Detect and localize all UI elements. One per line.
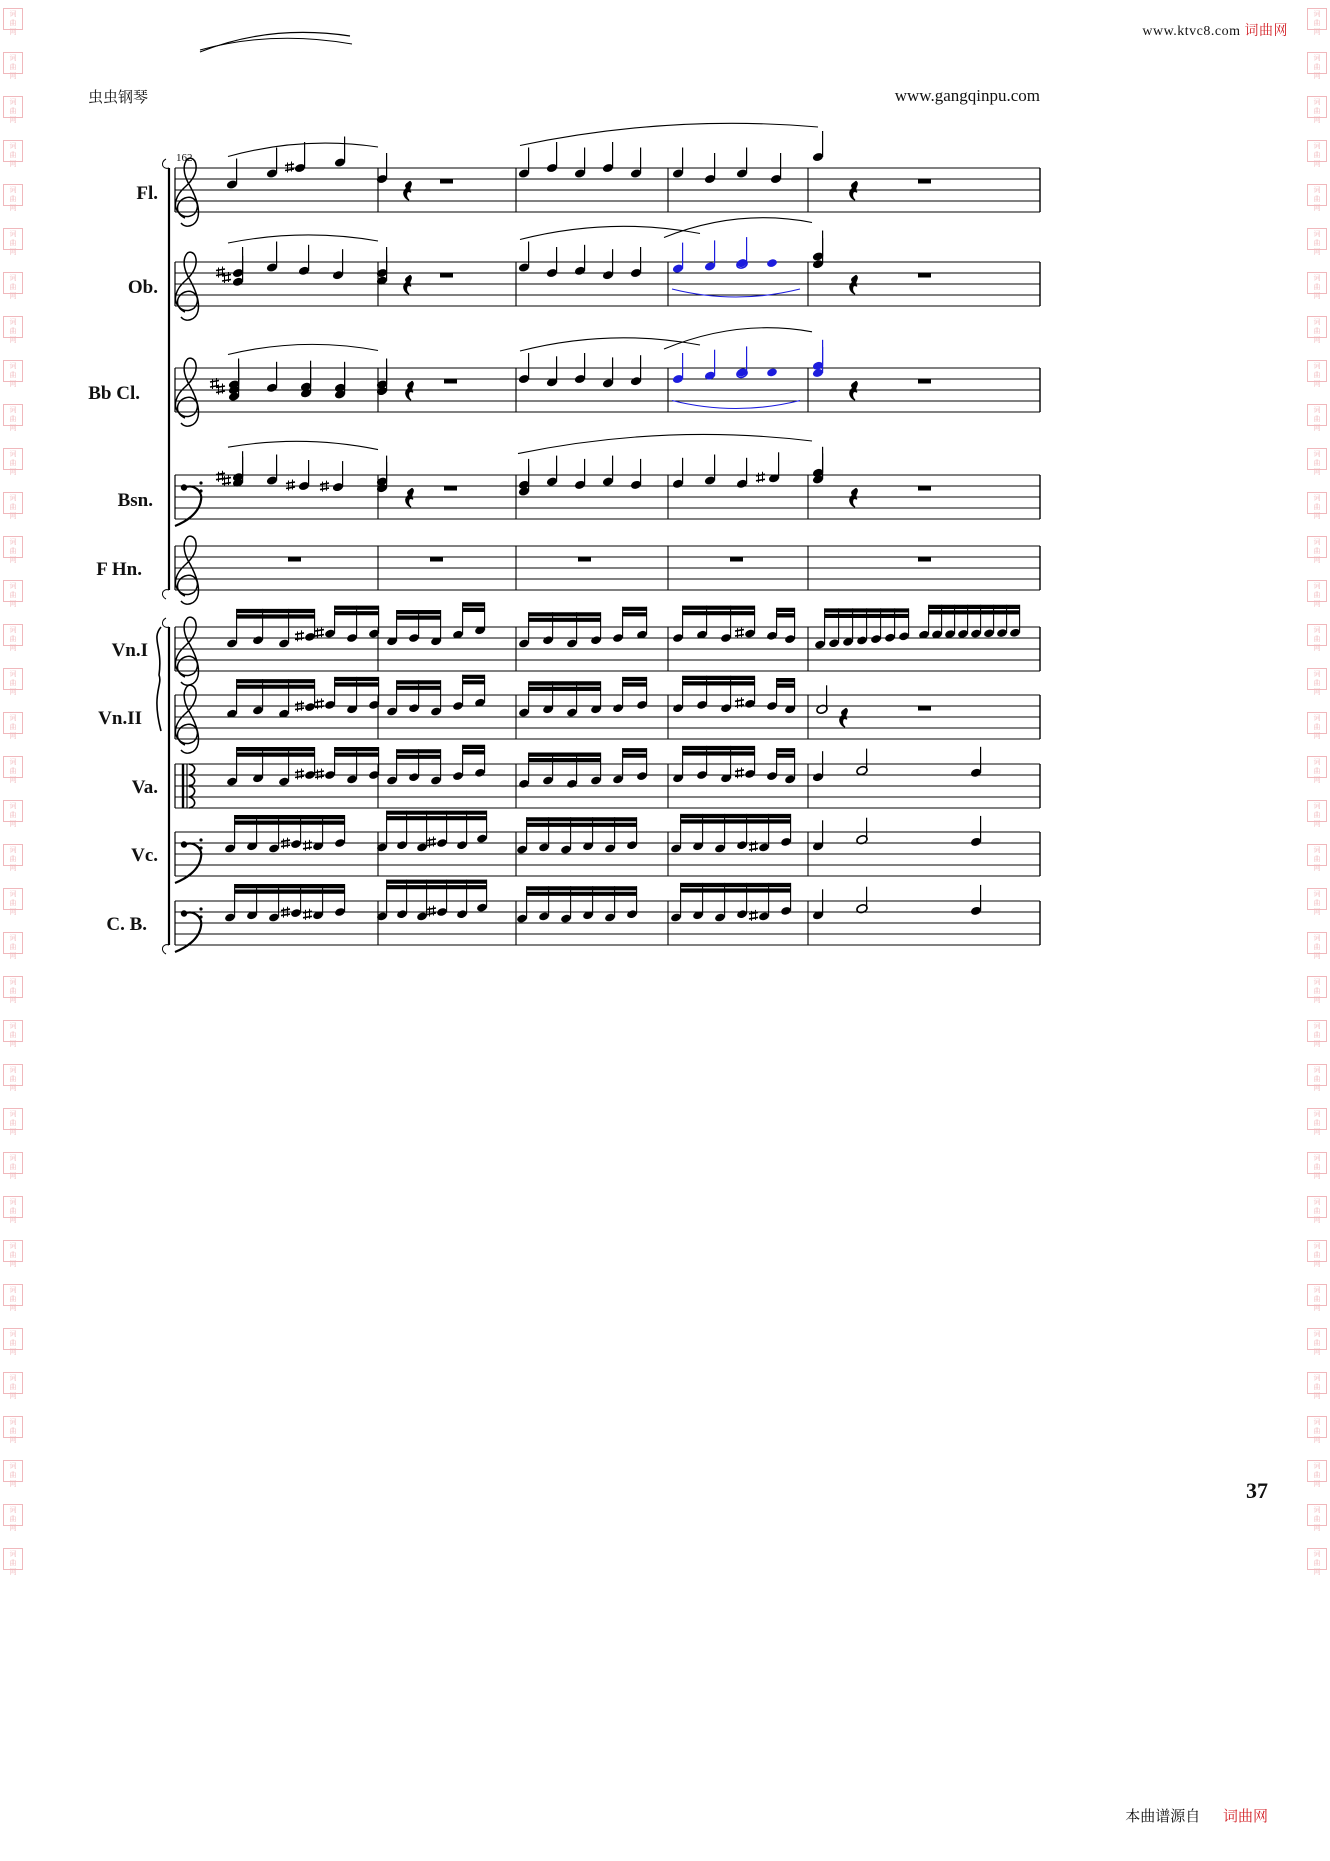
watermark-box: 词 曲 网: [3, 316, 23, 338]
beam: [529, 753, 601, 757]
sharp-sign: [303, 842, 312, 844]
instrument-label-f-hn: F Hn.: [96, 559, 142, 580]
sharp-sign: [216, 269, 225, 271]
bracket-tip: [162, 945, 169, 954]
beam: [463, 608, 485, 612]
beam: [529, 612, 601, 616]
whole-rest: [918, 379, 931, 384]
bass-clef-dot: [199, 481, 202, 484]
beam: [235, 821, 345, 825]
beam: [623, 612, 647, 616]
beam: [387, 880, 487, 884]
bracket-tip: [162, 590, 169, 599]
site-name-red: 词曲网: [1244, 24, 1288, 39]
sharp-sign: [222, 483, 231, 485]
watermark-box: 词 曲 网: [1307, 1328, 1327, 1350]
watermark-box: 词 曲 网: [3, 624, 23, 646]
slur: [520, 123, 818, 145]
watermark-box: 词 曲 网: [1307, 712, 1327, 734]
sharp-sign: [427, 908, 436, 910]
watermark-box: 词 曲 网: [1307, 140, 1327, 162]
watermark-box: 词 曲 网: [1307, 316, 1327, 338]
sharp-sign: [315, 630, 324, 632]
sharp-sign: [320, 488, 329, 490]
sharp-sign: [735, 700, 744, 702]
beam: [235, 815, 345, 819]
watermark-box: 词 曲 网: [3, 756, 23, 778]
watermark-box: 词 曲 网: [1307, 1240, 1327, 1262]
beam: [237, 614, 315, 618]
watermark-box: 词 曲 网: [1307, 932, 1327, 954]
watermark-box: 词 曲 网: [3, 1372, 23, 1394]
sharp-sign: [320, 483, 329, 485]
watermark-box: 词 曲 网: [3, 536, 23, 558]
bass-clef-dot: [199, 907, 202, 910]
beam: [825, 614, 909, 618]
quarter-rest: [850, 275, 857, 294]
quarter-rest: [404, 181, 411, 200]
slur: [664, 328, 812, 349]
watermark-box: 词 曲 网: [3, 184, 23, 206]
sharp-sign: [295, 703, 304, 705]
instrument-label-va: Va.: [131, 777, 158, 798]
watermark-box: 词 曲 网: [3, 360, 23, 382]
beam: [777, 608, 795, 612]
slur: [228, 344, 378, 354]
beam: [623, 754, 647, 758]
beam: [387, 811, 487, 815]
sharp-sign: [749, 843, 758, 845]
watermark-box: 词 曲 网: [1307, 1284, 1327, 1306]
bass-clef: [175, 486, 201, 526]
beam: [683, 751, 755, 755]
watermark-box: 词 曲 网: [3, 1240, 23, 1262]
whole-rest: [440, 273, 453, 278]
instrument-label-bsn: Bsn.: [117, 490, 153, 511]
beam: [681, 814, 791, 818]
beam: [529, 758, 601, 762]
watermark-box: 词 曲 网: [3, 844, 23, 866]
bass-clef-dot: [199, 838, 202, 841]
watermark-box: 词 曲 网: [1307, 1416, 1327, 1438]
watermark-box: 词 曲 网: [1307, 272, 1327, 294]
bass-clef-dot: [199, 489, 202, 492]
beam: [237, 609, 315, 613]
instrument-label-c-b: C. B.: [106, 914, 147, 935]
whole-rest: [918, 557, 931, 562]
watermark-box: 词 曲 网: [1307, 52, 1327, 74]
notehead-blue: [766, 258, 778, 268]
sharp-sign: [295, 708, 304, 710]
beam: [463, 680, 485, 684]
sharp-sign: [216, 473, 225, 475]
beam: [929, 610, 1020, 614]
watermark-box: 词 曲 网: [1307, 624, 1327, 646]
slur: [518, 434, 812, 453]
watermark-box: 词 曲 网: [3, 976, 23, 998]
watermark-box: 词 曲 网: [1307, 668, 1327, 690]
watermark-box: 词 曲 网: [3, 228, 23, 250]
sharp-sign: [281, 914, 290, 916]
sharp-sign: [285, 164, 294, 166]
slur: [672, 289, 800, 297]
beam: [237, 679, 315, 683]
sharp-sign: [281, 845, 290, 847]
site-url-text: www.ktvc8.com: [1142, 24, 1241, 39]
beam: [335, 611, 379, 615]
bracket-tip: [162, 618, 169, 627]
sharp-sign: [756, 474, 765, 476]
sharp-sign: [295, 633, 304, 635]
beam: [683, 746, 755, 750]
beam: [681, 819, 791, 823]
whole-rest: [578, 557, 591, 562]
sharp-sign: [216, 391, 225, 393]
footer-source-site: 词曲网: [1222, 1807, 1268, 1825]
beam: [777, 684, 795, 688]
slur: [664, 218, 812, 238]
instrument-label-vn-ii: Vn.II: [98, 708, 142, 729]
bass-clef: [175, 912, 201, 952]
beam: [397, 610, 441, 614]
whole-rest: [288, 557, 301, 562]
whole-rest: [918, 486, 931, 491]
bass-clef-dot: [181, 484, 187, 490]
beam: [527, 892, 637, 896]
beam: [397, 680, 441, 684]
beam: [235, 890, 345, 894]
watermark-box: 词 曲 网: [3, 1416, 23, 1438]
beam: [683, 606, 755, 610]
watermark-box: 词 曲 网: [1307, 1152, 1327, 1174]
beam: [397, 616, 441, 620]
whole-rest: [918, 273, 931, 278]
watermark-box: 词 曲 网: [3, 96, 23, 118]
sharp-sign: [286, 487, 295, 489]
watermark-box: 词 曲 网: [1307, 888, 1327, 910]
instrument-label-bb-cl: Bb Cl.: [88, 383, 140, 404]
quarter-rest: [850, 488, 857, 507]
whole-rest: [430, 557, 443, 562]
watermark-box: 词 曲 网: [1307, 360, 1327, 382]
watermark-box: 词 曲 网: [3, 404, 23, 426]
bass-clef: [175, 843, 201, 883]
beam: [387, 885, 487, 889]
sharp-sign: [286, 482, 295, 484]
sharp-sign: [315, 776, 324, 778]
sharp-sign: [210, 381, 219, 383]
slur: [228, 441, 378, 449]
beam: [463, 675, 485, 679]
quarter-rest: [406, 381, 413, 400]
watermark-box: 词 曲 网: [1307, 96, 1327, 118]
stray-slur: [200, 32, 350, 52]
beam: [623, 607, 647, 611]
watermark-box: 词 曲 网: [1307, 1372, 1327, 1394]
watermark-box: 词 曲 网: [1307, 1460, 1327, 1482]
watermark-box: 词 曲 网: [3, 668, 23, 690]
sharp-sign: [427, 844, 436, 846]
sharp-sign: [427, 839, 436, 841]
watermark-box: 词 曲 网: [1307, 1504, 1327, 1526]
instrument-label-vn-i: Vn.I: [111, 640, 148, 661]
brand-right-url: www.gangqinpu.com: [894, 86, 1040, 105]
beam: [825, 608, 909, 612]
beam: [529, 687, 601, 691]
whole-rest: [918, 706, 931, 711]
beam: [777, 748, 795, 752]
sharp-sign: [315, 701, 324, 703]
beam: [929, 605, 1020, 609]
sharp-sign: [735, 635, 744, 637]
beam: [623, 677, 647, 681]
watermark-box: 词 曲 网: [3, 932, 23, 954]
instrument-label-vc: Vc.: [131, 845, 158, 866]
sharp-sign: [281, 840, 290, 842]
watermark-box: 词 曲 网: [1307, 8, 1327, 30]
watermark-box: 词 曲 网: [3, 1460, 23, 1482]
watermark-box: 词 曲 网: [1307, 228, 1327, 250]
watermark-box: 词 曲 网: [3, 492, 23, 514]
watermark-box: 词 曲 网: [1307, 976, 1327, 998]
watermark-box: 词 曲 网: [1307, 844, 1327, 866]
watermark-box: 词 曲 网: [3, 448, 23, 470]
watermark-box: 词 曲 网: [3, 1064, 23, 1086]
watermark-box: 词 曲 网: [3, 272, 23, 294]
beam: [463, 602, 485, 606]
beam: [681, 883, 791, 887]
watermark-box: 词 曲 网: [3, 1020, 23, 1042]
watermark-box: 词 曲 网: [3, 52, 23, 74]
beam: [683, 681, 755, 685]
watermark-box: 词 曲 网: [1307, 536, 1327, 558]
beam: [527, 886, 637, 890]
slur: [520, 226, 700, 239]
bass-clef-dot: [181, 910, 187, 916]
sharp-sign: [756, 479, 765, 481]
beam: [777, 613, 795, 617]
slur: [520, 338, 700, 351]
footer-source: [1125, 1805, 1268, 1826]
slur: [228, 143, 378, 156]
quarter-rest: [404, 275, 411, 294]
beam: [777, 754, 795, 758]
notehead-blue: [766, 367, 778, 377]
watermark-box: 词 曲 网: [1307, 1064, 1327, 1086]
sharp-sign: [281, 909, 290, 911]
watermark-box: 词 曲 网: [1307, 448, 1327, 470]
slur: [228, 235, 378, 243]
beam: [397, 755, 441, 759]
sharp-sign: [427, 913, 436, 915]
watermark-box: 词 曲 网: [1307, 800, 1327, 822]
beam: [335, 606, 379, 610]
sharp-sign: [303, 847, 312, 849]
beam: [527, 823, 637, 827]
beam: [397, 749, 441, 753]
watermark-box: 词 曲 网: [1307, 1108, 1327, 1130]
watermark-box: 词 曲 网: [3, 1328, 23, 1350]
watermark-box: 词 曲 网: [3, 712, 23, 734]
watermark-box: 词 曲 网: [1307, 184, 1327, 206]
watermark-box: 词 曲 网: [1307, 404, 1327, 426]
sharp-sign: [285, 169, 294, 171]
watermark-box: 词 曲 网: [3, 1284, 23, 1306]
sharp-sign: [303, 916, 312, 918]
sharp-sign: [749, 848, 758, 850]
watermark-box: 词 曲 网: [3, 1108, 23, 1130]
beam: [335, 753, 379, 757]
whole-rest: [444, 379, 457, 384]
alto-clef-dot: [189, 785, 192, 788]
watermark-box: 词 曲 网: [3, 8, 23, 30]
sharp-sign: [295, 771, 304, 773]
whole-rest: [440, 179, 453, 184]
bass-clef-dot: [199, 846, 202, 849]
watermark-box: 词 曲 网: [3, 1152, 23, 1174]
beam: [683, 611, 755, 615]
sharp-sign: [749, 917, 758, 919]
watermark-box: 词 曲 网: [1307, 1196, 1327, 1218]
watermark-box: 词 曲 网: [3, 888, 23, 910]
beam: [683, 676, 755, 680]
quarter-rest: [840, 708, 847, 727]
watermark-box: 词 曲 网: [3, 140, 23, 162]
beam: [237, 685, 315, 689]
quarter-rest: [850, 381, 857, 400]
sharp-sign: [222, 280, 231, 282]
beam: [529, 618, 601, 622]
beam: [335, 682, 379, 686]
stray-slur: [200, 38, 352, 50]
beam: [777, 678, 795, 682]
beam: [335, 747, 379, 751]
whole-rest: [730, 557, 743, 562]
watermark-box: 词 曲 网: [3, 800, 23, 822]
beam: [335, 677, 379, 681]
sharp-sign: [749, 912, 758, 914]
beam: [237, 753, 315, 757]
beam: [235, 884, 345, 888]
watermark-box: 词 曲 网: [1307, 492, 1327, 514]
sharp-sign: [735, 770, 744, 772]
quarter-rest: [850, 181, 857, 200]
slur: [672, 401, 800, 409]
beam: [237, 747, 315, 751]
quarter-rest: [406, 488, 413, 507]
watermark-box: 词 曲 网: [3, 1548, 23, 1570]
beam: [397, 686, 441, 690]
beam: [527, 817, 637, 821]
watermark-box: 词 曲 网: [3, 1196, 23, 1218]
sharp-sign: [295, 776, 304, 778]
sharp-sign: [315, 635, 324, 637]
measure-number: 162: [176, 152, 193, 164]
instrument-label-fl: Fl.: [136, 183, 158, 204]
beam: [387, 816, 487, 820]
whole-rest: [918, 179, 931, 184]
beam: [681, 888, 791, 892]
watermark-box: 词 曲 网: [1307, 1020, 1327, 1042]
beam: [463, 745, 485, 749]
page-number: 37: [1246, 1478, 1268, 1503]
sharp-sign: [303, 911, 312, 913]
beam: [529, 681, 601, 685]
watermark-box: 词 曲 网: [3, 580, 23, 602]
sharp-sign: [735, 630, 744, 632]
watermark-box: 词 曲 网: [3, 1504, 23, 1526]
beam: [623, 682, 647, 686]
beam: [623, 748, 647, 752]
footer-source-label: 本曲谱源自: [1125, 1807, 1201, 1825]
bass-clef-dot: [181, 841, 187, 847]
watermark-box: 词 曲 网: [1307, 580, 1327, 602]
beam: [463, 750, 485, 754]
instrument-label-ob: Ob.: [127, 277, 158, 298]
sharp-sign: [315, 771, 324, 773]
violin-brace: [157, 627, 161, 731]
whole-rest: [444, 486, 457, 491]
watermark-box: 词 曲 网: [1307, 756, 1327, 778]
bracket-tip: [162, 159, 169, 168]
bass-clef-dot: [199, 915, 202, 918]
watermark-box: 词 曲 网: [1307, 1548, 1327, 1570]
brand-left-label: 虫虫钢琴: [88, 88, 149, 106]
